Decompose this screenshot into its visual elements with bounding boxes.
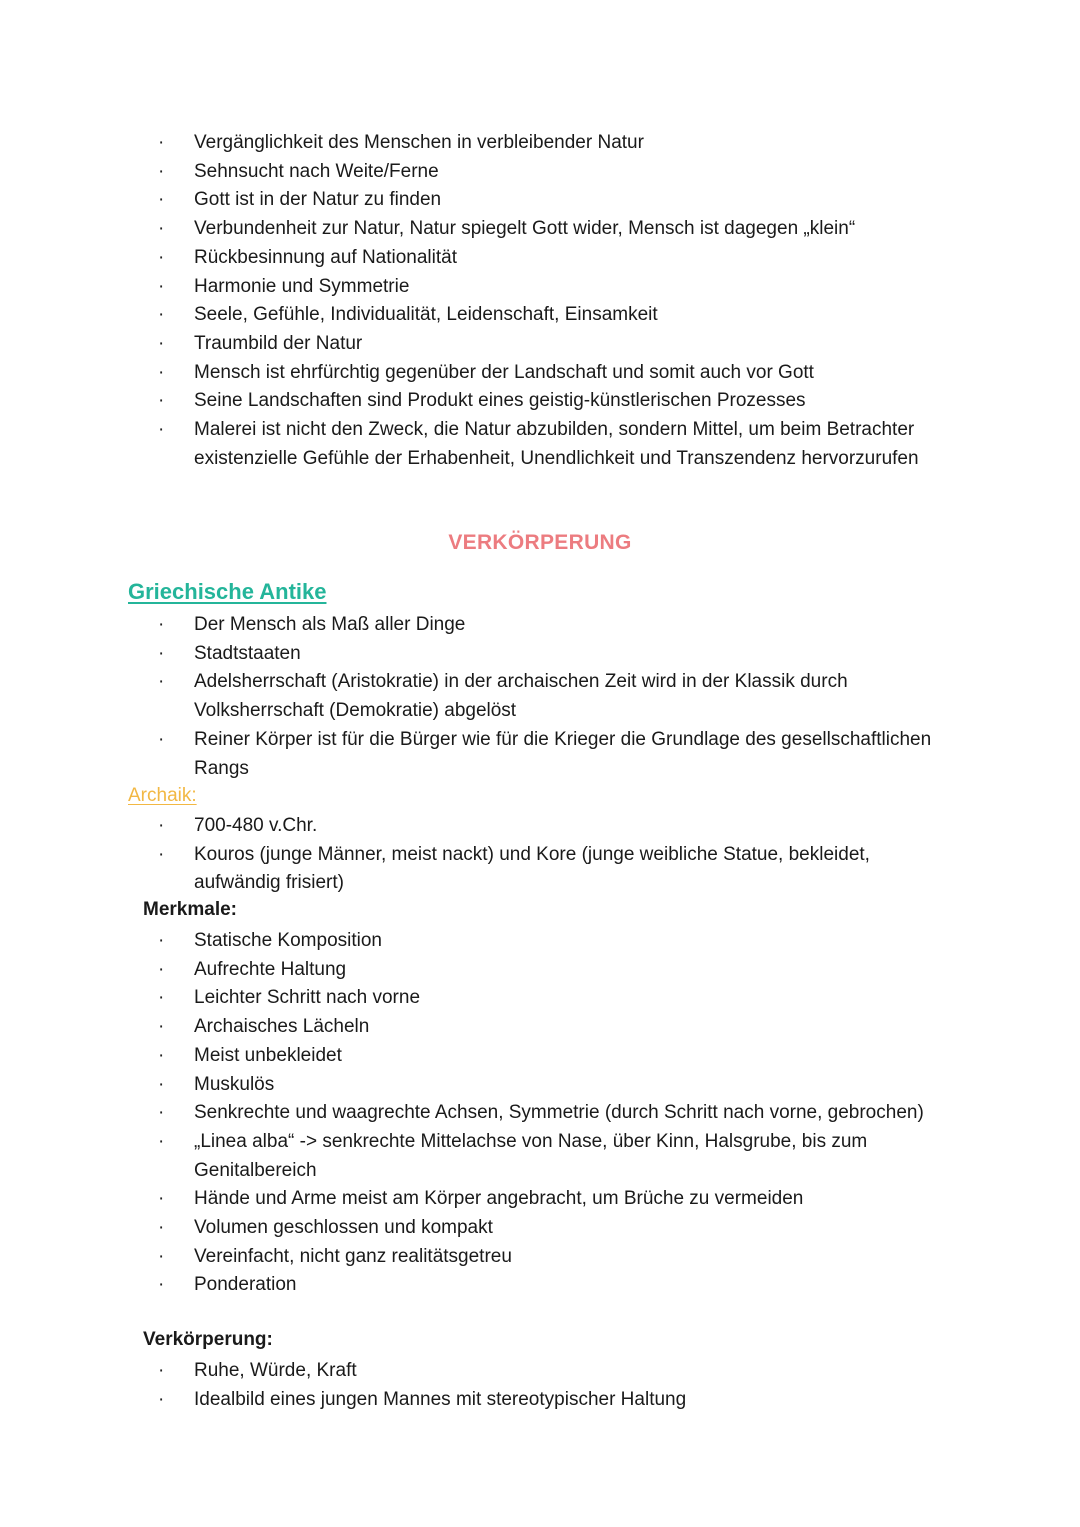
bullet-icon: ·	[158, 1388, 165, 1410]
bullet-icon: ·	[158, 1360, 165, 1381]
bullet-icon: ·	[158, 1188, 165, 1210]
verkoerperung-label: Verkörperung:	[143, 1329, 273, 1350]
list-item-text: Kouros (junge Männer, meist nackt) und Kore (junge weibliche Statue, bekleidet, aufwändig frisiert)	[194, 843, 870, 894]
list-item	[0, 359, 1080, 388]
list-item	[0, 1185, 1080, 1214]
bullet-icon: ·	[158, 304, 165, 326]
bullet-icon: ·	[158, 815, 165, 836]
bullet-icon: ·	[158, 614, 165, 635]
list-item-text: Mensch ist ehrfürchtig gegenüber der Landschaft und somit auch vor Gott	[194, 361, 814, 383]
bullet-icon: ·	[158, 332, 165, 354]
list-item-text: Malerei ist nicht den Zweck, die Natur abzubilden, sondern Mittel, um beim Betrachter existenzielle Gefühle der Erhabenheit, Unendlichkeit und Transzendenz hervorzurufen	[194, 419, 919, 469]
list-item	[0, 1271, 1080, 1300]
list-item-text: Aufrechte Haltung	[194, 958, 347, 980]
list-item-text: Seine Landschaften sind Produkt eines geistig-künstlerischen Prozesses	[194, 390, 806, 412]
bullet-icon: ·	[158, 642, 165, 664]
bullet-icon: ·	[158, 1073, 165, 1095]
bullet-icon: ·	[158, 1274, 165, 1296]
list-item-text: Meist unbekleidet	[194, 1044, 342, 1066]
verkoerperung-list	[0, 1357, 1080, 1414]
list-item-text: Ponderation	[194, 1274, 297, 1296]
list-item-text: Gott ist in der Natur zu finden	[194, 189, 442, 211]
intro-list	[0, 129, 1080, 473]
list-item	[0, 668, 1080, 725]
list-item	[0, 1128, 1080, 1185]
list-item-text: Stadtstaaten	[194, 642, 301, 664]
bullet-icon: ·	[158, 1245, 165, 1267]
list-item	[0, 984, 1080, 1013]
list-item	[0, 1071, 1080, 1100]
list-item-text: Ruhe, Würde, Kraft	[194, 1360, 357, 1381]
merkmale-label: Merkmale:	[143, 899, 237, 920]
bullet-icon: ·	[158, 419, 165, 441]
list-item	[0, 330, 1080, 359]
list-item	[0, 956, 1080, 985]
bullet-icon: ·	[158, 160, 165, 182]
antike-block	[0, 611, 1080, 783]
bullet-icon: ·	[158, 843, 165, 865]
verkoerperung-block	[0, 1357, 1080, 1414]
list-item	[0, 927, 1080, 956]
list-item-text: 700-480 v.Chr.	[194, 815, 318, 836]
bullet-icon: ·	[158, 1044, 165, 1066]
list-item	[0, 244, 1080, 273]
list-item-text: Statische Komposition	[194, 930, 382, 951]
list-item-text: Vergänglichkeit des Menschen in verbleibender Natur	[194, 132, 644, 153]
list-item	[0, 726, 1080, 783]
list-item	[0, 640, 1080, 669]
merkmale-block	[0, 927, 1080, 1300]
list-item-text: Reiner Körper ist für die Bürger wie für die Krieger die Grundlage des gesellschaftlichen Rangs	[194, 728, 932, 779]
bullet-icon: ·	[158, 728, 165, 750]
list-item-text: Leichter Schritt nach vorne	[194, 987, 421, 1009]
list-item	[0, 1357, 1080, 1386]
heading-griechische-antike: Griechische Antike	[128, 579, 327, 604]
bullet-icon: ·	[158, 361, 165, 383]
list-item	[0, 215, 1080, 244]
intro-block	[0, 129, 1080, 473]
bullet-icon: ·	[158, 1016, 165, 1038]
list-item-text: Sehnsucht nach Weite/Ferne	[194, 160, 439, 182]
list-item	[0, 1013, 1080, 1042]
list-item	[0, 1214, 1080, 1243]
list-item	[0, 416, 1080, 473]
list-item-text: Der Mensch als Maß aller Dinge	[194, 614, 466, 635]
list-item	[0, 301, 1080, 330]
antike-list	[0, 611, 1080, 783]
archaik-list	[0, 812, 1080, 898]
section-title: VERKÖRPERUNG	[448, 531, 632, 554]
bullet-icon: ·	[158, 1217, 165, 1239]
list-item	[0, 273, 1080, 302]
list-item-text: Harmonie und Symmetrie	[194, 275, 410, 297]
bullet-icon: ·	[158, 275, 165, 297]
list-item	[0, 1243, 1080, 1272]
bullet-icon: ·	[158, 390, 165, 412]
list-item-text: Traumbild der Natur	[194, 332, 363, 354]
archaik-block	[0, 812, 1080, 898]
list-item-text: Senkrechte und waagrechte Achsen, Symmetrie (durch Schritt nach vorne, gebrochen)	[194, 1102, 924, 1124]
bullet-icon: ·	[158, 246, 165, 268]
list-item-text: Archaisches Lächeln	[194, 1016, 370, 1038]
list-item	[0, 611, 1080, 640]
bullet-icon: ·	[158, 958, 165, 980]
list-item	[0, 1386, 1080, 1415]
bullet-icon: ·	[158, 671, 165, 693]
bullet-icon: ·	[158, 987, 165, 1009]
bullet-icon: ·	[158, 189, 165, 211]
list-item	[0, 158, 1080, 187]
bullet-icon: ·	[158, 930, 165, 951]
list-item-text: Muskulös	[194, 1073, 275, 1095]
list-item	[0, 129, 1080, 158]
list-item	[0, 1099, 1080, 1128]
list-item-text: Adelsherrschaft (Aristokratie) in der archaischen Zeit wird in der Klassik durch Volksherrschaft (Demokratie) abgelöst	[194, 671, 848, 722]
list-item-text: Rückbesinnung auf Nationalität	[194, 246, 458, 268]
list-item	[0, 1042, 1080, 1071]
list-item	[0, 387, 1080, 416]
list-item	[0, 812, 1080, 841]
list-item-text: Vereinfacht, nicht ganz realitätsgetreu	[194, 1245, 512, 1267]
list-item-text: Verbundenheit zur Natur, Natur spiegelt Gott wider, Mensch ist dagegen „klein“	[194, 218, 856, 240]
list-item	[0, 841, 1080, 898]
merkmale-list	[0, 927, 1080, 1300]
list-item-text: Volumen geschlossen und kompakt	[194, 1217, 493, 1239]
list-item-text: Hände und Arme meist am Körper angebracht, um Brüche zu vermeiden	[194, 1188, 804, 1210]
bullet-icon: ·	[158, 1102, 165, 1124]
bullet-icon: ·	[158, 218, 165, 240]
list-item	[0, 186, 1080, 215]
bullet-icon: ·	[158, 1130, 165, 1152]
list-item-text: Idealbild eines jungen Mannes mit stereotypischer Haltung	[194, 1388, 687, 1410]
bullet-icon: ·	[158, 132, 165, 153]
list-item-text: „Linea alba“ -> senkrechte Mittelachse von Nase, über Kinn, Halsgrube, bis zum Genitalbereich	[194, 1130, 868, 1181]
list-item-text: Seele, Gefühle, Individualität, Leidenschaft, Einsamkeit	[194, 304, 658, 326]
heading-archaik: Archaik:	[128, 785, 197, 806]
